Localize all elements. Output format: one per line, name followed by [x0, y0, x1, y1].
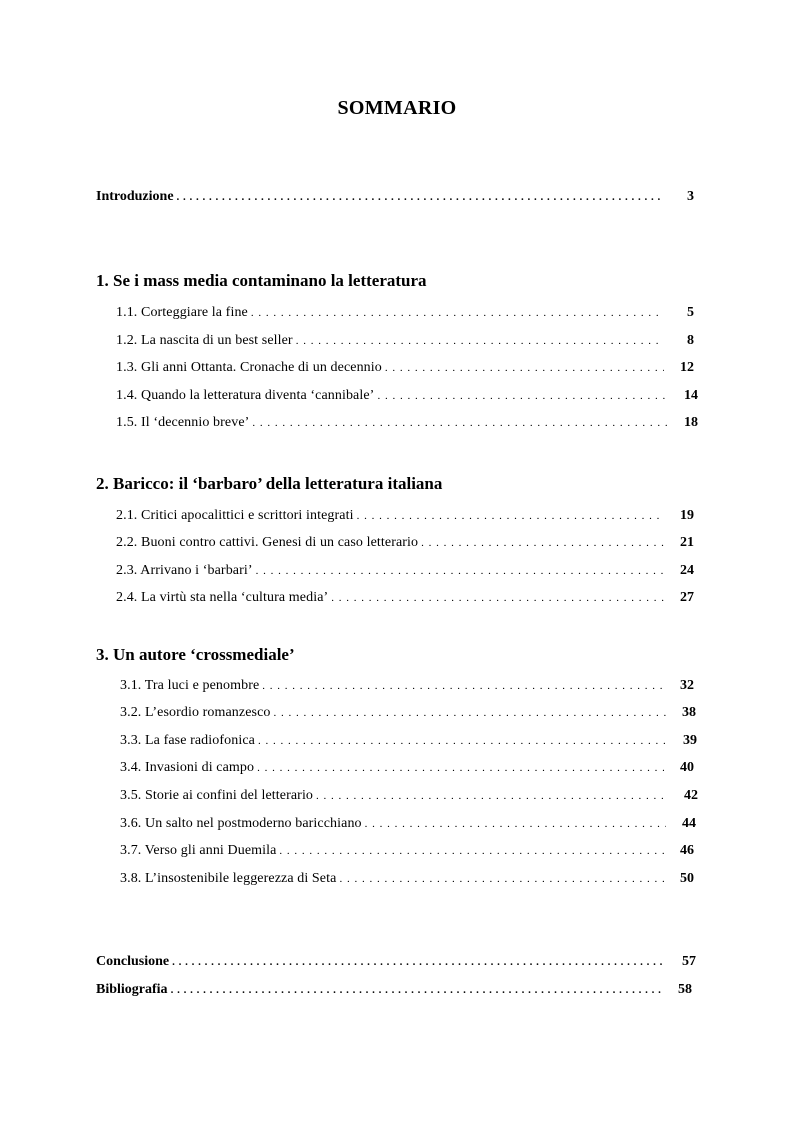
toc-entry-label: 3.8. L’insostenibile leggerezza di Seta	[120, 871, 337, 886]
toc-entry-page: 14	[684, 388, 698, 403]
dot-leader	[171, 980, 662, 1000]
toc-entry-2-3[interactable]	[116, 561, 694, 581]
toc-entry-label: 3.2. L’esordio romanzesco	[120, 705, 271, 720]
toc-entry-3-4[interactable]	[120, 758, 694, 778]
dot-leader	[256, 561, 664, 581]
dot-leader	[385, 358, 664, 378]
dot-leader	[251, 303, 664, 323]
dot-leader	[377, 386, 668, 406]
dot-leader	[177, 187, 664, 207]
toc-entry-3-8[interactable]	[120, 869, 694, 889]
dot-leader	[365, 814, 666, 834]
toc-entry-1-3[interactable]	[116, 358, 694, 378]
toc-entry-label: Introduzione	[96, 189, 174, 204]
toc-entry-label: 3.1. Tra luci e penombre	[120, 678, 260, 693]
dot-leader	[421, 533, 664, 553]
toc-entry-page: 5	[687, 305, 694, 320]
dot-leader	[339, 869, 664, 889]
toc-entry-page: 3	[687, 189, 694, 204]
toc-entry-introduzione[interactable]	[96, 187, 694, 207]
toc-entry-page: 8	[687, 333, 694, 348]
toc-entry-label: 2.2. Buoni contro cattivi. Genesi di un caso letterario	[116, 535, 419, 550]
toc-entry-label: 3.6. Un salto nel postmoderno baricchiano	[120, 816, 362, 831]
toc-entry-label: 2.1. Critici apocalittici e scrittori integrati	[116, 508, 354, 523]
toc-entry-page: 46	[680, 843, 694, 858]
toc-entry-label: 1.1. Corteggiare la fine	[116, 305, 248, 320]
toc-entry-page: 58	[678, 982, 692, 997]
toc-entry-3-5[interactable]	[120, 786, 698, 806]
toc-entry-page: 38	[682, 705, 696, 720]
toc-entry-page: 32	[680, 678, 694, 693]
toc-entry-label: 3.3. La fase radiofonica	[120, 733, 255, 748]
chapter-heading-3[interactable]: 3. Un autore ‘crossmediale’	[96, 645, 295, 664]
toc-entry-page: 42	[684, 788, 698, 803]
toc-entry-3-6[interactable]	[120, 814, 696, 834]
toc-entry-label: Conclusione	[96, 954, 170, 969]
dot-leader	[258, 731, 667, 751]
toc-entry-page: 18	[684, 415, 698, 430]
toc-entry-1-4[interactable]	[116, 386, 698, 406]
dot-leader	[279, 841, 664, 861]
toc-entry-page: 40	[680, 760, 694, 775]
toc-entry-page: 19	[680, 508, 694, 523]
toc-entry-2-2[interactable]	[116, 533, 694, 553]
toc-entry-label: 1.3. Gli anni Ottanta. Cronache di un decennio	[116, 360, 382, 375]
toc-entry-page: 27	[680, 590, 694, 605]
dot-leader	[331, 588, 664, 608]
toc-entry-label: 1.5. Il ‘decennio breve’	[116, 415, 250, 430]
toc-entry-label: 3.5. Storie ai confini del letterario	[120, 788, 314, 803]
toc-entry-2-4[interactable]	[116, 588, 694, 608]
toc-entry-page: 50	[680, 871, 694, 886]
chapter-heading-1[interactable]: 1. Se i mass media contaminano la letteratura	[96, 271, 427, 290]
toc-entry-conclusione[interactable]	[96, 952, 696, 972]
toc-entry-label: 3.4. Invasioni di campo	[120, 760, 255, 775]
dot-leader	[296, 331, 664, 351]
toc-entry-page: 39	[683, 733, 697, 748]
dot-leader	[316, 786, 668, 806]
toc-entry-bibliografia[interactable]	[96, 980, 692, 1000]
toc-entry-label: 1.2. La nascita di un best seller	[116, 333, 293, 348]
page-title: SOMMARIO	[337, 97, 457, 119]
dot-leader	[357, 506, 664, 526]
toc-entry-label: 1.4. Quando la letteratura diventa ‘cannibale’	[116, 388, 375, 403]
toc-entry-1-1[interactable]	[116, 303, 694, 323]
toc-entry-1-5[interactable]	[116, 413, 698, 433]
toc-entry-3-3[interactable]	[120, 731, 697, 751]
toc-entry-3-7[interactable]	[120, 841, 694, 861]
toc-entry-page: 21	[680, 535, 694, 550]
toc-entry-label: Bibliografia	[96, 982, 168, 997]
toc-entry-label: 3.7. Verso gli anni Duemila	[120, 843, 277, 858]
toc-entry-page: 44	[682, 816, 696, 831]
dot-leader	[262, 676, 664, 696]
dot-leader	[172, 952, 666, 972]
toc-entry-page: 24	[680, 563, 694, 578]
dot-leader	[252, 413, 668, 433]
chapter-heading-2[interactable]: 2. Baricco: il ‘barbaro’ della letteratura italiana	[96, 474, 443, 493]
toc-entry-label: 2.4. La virtù sta nella ‘cultura media’	[116, 590, 329, 605]
dot-leader	[274, 703, 667, 723]
toc-entry-page: 57	[682, 954, 696, 969]
toc-entry-1-2[interactable]	[116, 331, 694, 351]
dot-leader	[257, 758, 664, 778]
toc-entry-label: 2.3. Arrivano i ‘barbari’	[116, 563, 253, 578]
toc-entry-page: 12	[680, 360, 694, 375]
toc-entry-3-1[interactable]	[120, 676, 694, 696]
toc-entry-3-2[interactable]	[120, 703, 696, 723]
toc-entry-2-1[interactable]	[116, 506, 694, 526]
